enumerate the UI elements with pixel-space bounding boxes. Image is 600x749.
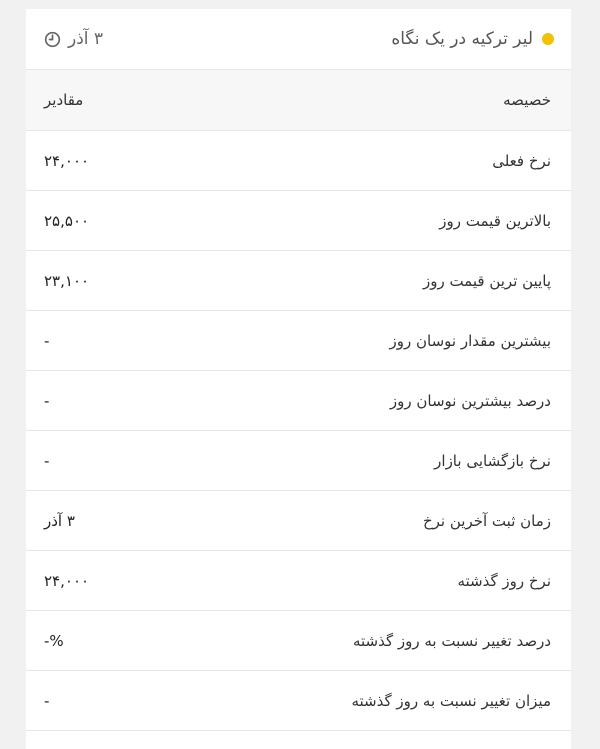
row-label: درصد بیشترین نوسان روز	[389, 391, 551, 410]
row-value: ۲۵,۵۰۰	[44, 211, 90, 230]
table-row	[26, 551, 571, 611]
row-label: پایین ترین قیمت روز	[422, 271, 551, 290]
table-header-row	[26, 70, 571, 131]
row-value: ۲۴,۰۰۰	[44, 571, 90, 590]
card-title: لیر ترکیه در یک نگاه	[391, 29, 533, 49]
bullet-dot-icon	[542, 33, 554, 45]
row-value: -	[44, 691, 50, 710]
clock-icon	[44, 31, 61, 48]
stats-table	[26, 70, 571, 731]
row-value: -	[44, 391, 50, 410]
row-label: نرخ روز گذشته	[457, 571, 551, 590]
table-row	[26, 611, 571, 671]
table-body	[26, 131, 571, 731]
title-group	[391, 29, 554, 49]
header-date: ۳ آذر	[68, 29, 104, 49]
row-value: ۲۴,۰۰۰	[44, 151, 90, 170]
currency-overview-card	[26, 9, 571, 749]
row-label: نرخ فعلی	[492, 151, 551, 170]
row-label: بالاترین قیمت روز	[439, 211, 551, 230]
date-group	[44, 29, 103, 49]
row-value: ۲۳,۱۰۰	[44, 271, 90, 290]
column-header-values: مقادیر	[44, 91, 84, 109]
row-label: بیشترین مقدار نوسان روز	[389, 331, 551, 350]
row-label: زمان ثبت آخرین نرخ	[422, 511, 551, 530]
table-row	[26, 671, 571, 731]
table-row	[26, 431, 571, 491]
table-row	[26, 191, 571, 251]
column-header-property: خصیصه	[503, 91, 551, 109]
card-header	[26, 9, 571, 70]
table-row	[26, 311, 571, 371]
table-row	[26, 371, 571, 431]
row-label: درصد تغییر نسبت به روز گذشته	[352, 631, 551, 650]
table-row	[26, 131, 571, 191]
row-label: میزان تغییر نسبت به روز گذشته	[351, 691, 551, 710]
row-value: %-	[44, 631, 64, 650]
row-label: نرخ بازگشایی بازار	[434, 451, 551, 470]
row-value: ۳ آذر	[44, 511, 75, 530]
table-row	[26, 251, 571, 311]
row-value: -	[44, 331, 50, 350]
row-value: -	[44, 451, 50, 470]
table-row	[26, 491, 571, 551]
